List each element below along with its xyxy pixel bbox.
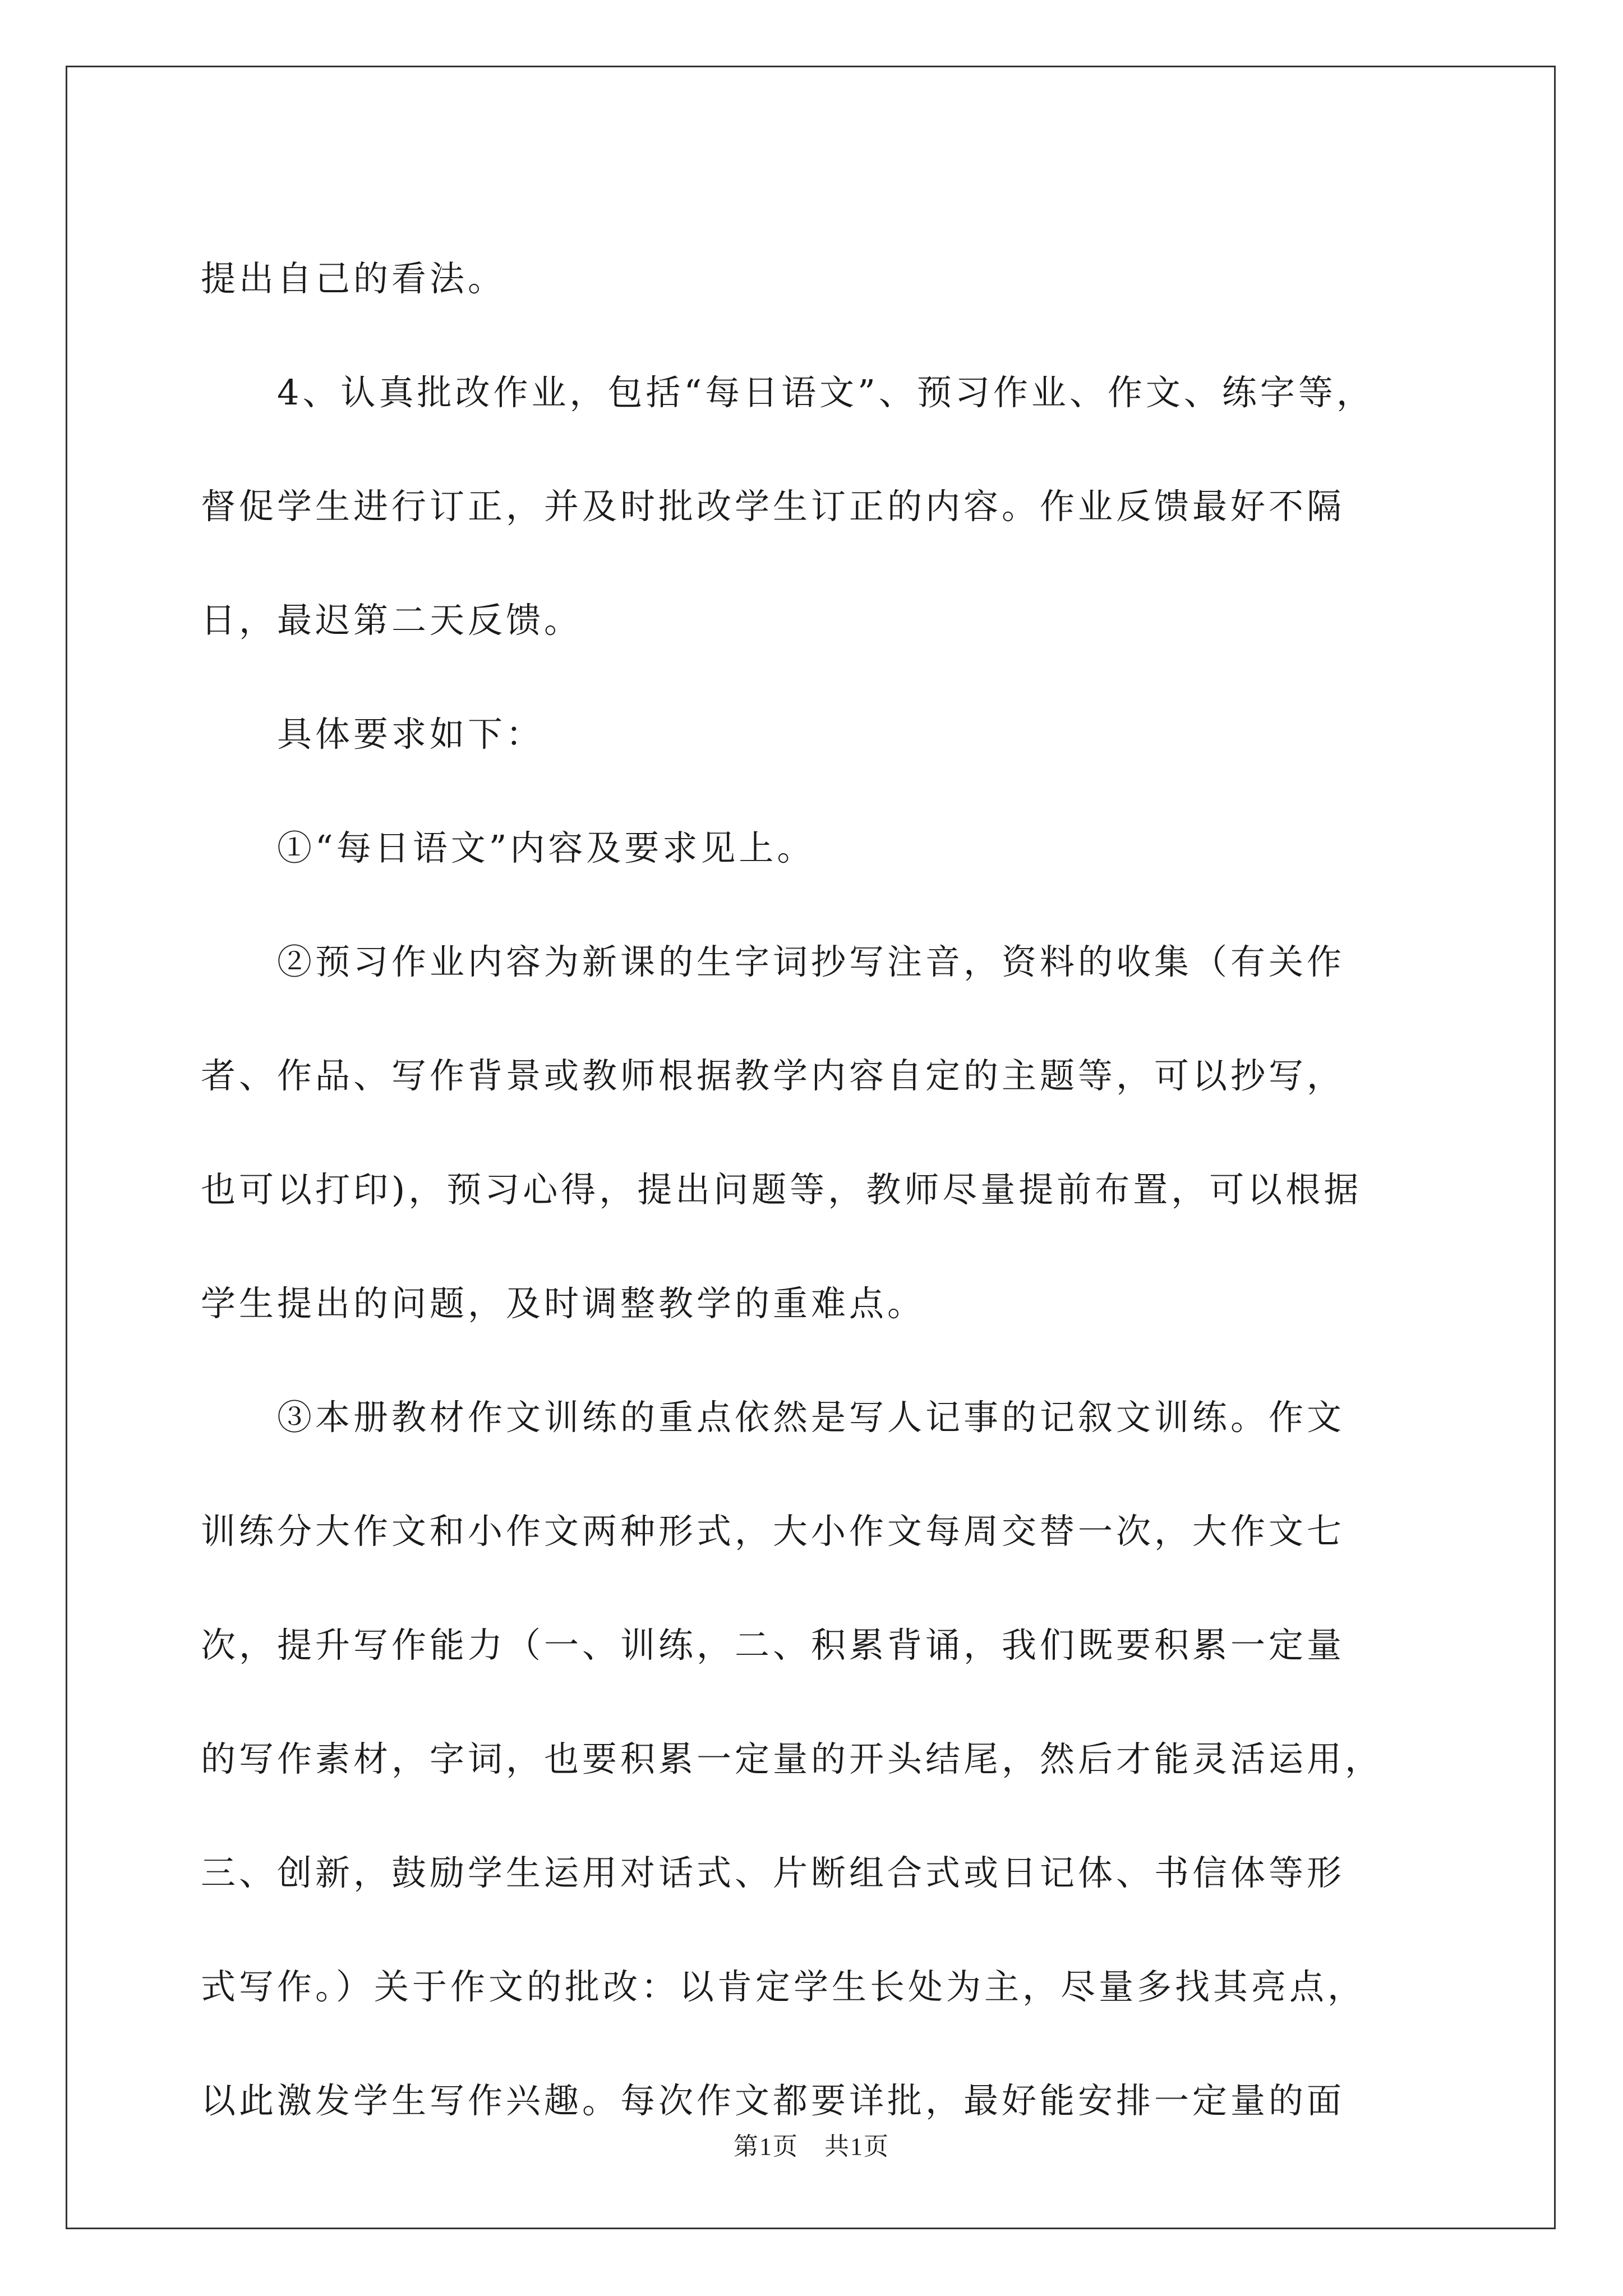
text-line: ②预习作业内容为新课的生字词抄写注音，资料的收集（有关作 bbox=[201, 941, 1345, 982]
text-line: 的写作素材，字词，也要积累一定量的开头结尾，然后才能灵活运用， bbox=[201, 1738, 1384, 1779]
text-line: 也可以打印)，预习心得，提出问题等，教师尽量提前布置，可以根据 bbox=[201, 1169, 1362, 1210]
text-line: 以此激发学生写作兴趣。每次作文都要详批，最好能安排一定量的面 bbox=[201, 2080, 1345, 2121]
text-line: 督促学生进行订正，并及时批改学生订正的内容。作业反馈最好不隔 bbox=[201, 486, 1345, 527]
text-line: 者、作品、写作背景或教师根据教学内容自定的主题等，可以抄写， bbox=[201, 1055, 1345, 1096]
text-line: 式写作。）关于作文的批改：以肯定学生长处为主，尽量多找其亮点， bbox=[201, 1966, 1366, 2007]
text-line: 提出自己的看法。 bbox=[201, 258, 506, 299]
document-body bbox=[201, 222, 1423, 2157]
page-number: 第1页 共1页 bbox=[734, 2133, 889, 2160]
text-line: 训练分大作文和小作文两种形式，大小作文每周交替一次，大作文七 bbox=[201, 1511, 1345, 1552]
text-line: 4、认真批改作业，包括“每日语文”、预习作业、作文、练字等， bbox=[201, 372, 1375, 413]
text-line: 日，最迟第二天反馈。 bbox=[201, 600, 583, 641]
text-line: 次，提升写作能力（一、训练，二、积累背诵，我们既要积累一定量 bbox=[201, 1625, 1345, 1665]
text-line: 学生提出的问题，及时调整教学的重难点。 bbox=[201, 1283, 926, 1324]
text-line: 三、创新，鼓励学生运用对话式、片断组合式或日记体、书信体等形 bbox=[201, 1852, 1345, 1893]
text-line: 具体要求如下： bbox=[201, 714, 545, 754]
text-line: ①“每日语文”内容及要求见上。 bbox=[201, 827, 815, 868]
text-line: ③本册教材作文训练的重点依然是写人记事的记叙文训练。作文 bbox=[201, 1397, 1345, 1438]
